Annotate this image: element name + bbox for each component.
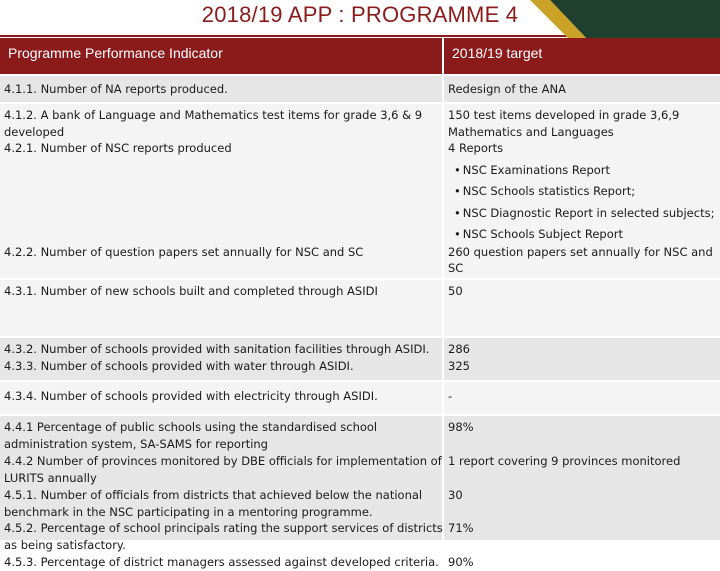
target-text — [448, 470, 716, 487]
indicator-text: 4.5.2. Percentage of school principals rating the support services of districts — [4, 521, 443, 536]
indicator-text: 4.5.3. Percentage of district managers assessed against developed criteria. — [4, 555, 439, 570]
indicator-text: 4.3.3. Number of schools provided with water through ASIDI. — [4, 358, 354, 373]
corner-decoration — [530, 0, 720, 40]
indicator-text: 4.1.2. A bank of Language and Mathematics test items for grade 3,6 & 9 — [4, 108, 423, 122]
indicator-text: 4.5.1. Number of officials from districts that achieved below the national — [4, 487, 423, 502]
indicator-text: 4.2.1. Number of NSC reports produced — [4, 141, 232, 155]
target-text: 325 — [448, 358, 470, 373]
target-text: 1 report covering 9 provinces monitored — [448, 453, 681, 468]
header-indicator: Programme Performance Indicator — [0, 38, 442, 74]
table-row — [0, 338, 720, 382]
indicator-text: 4.3.4. Number of schools provided with electricity through ASIDI. — [4, 389, 378, 403]
target-text: 71% — [448, 521, 474, 536]
indicator-text: 4.2.2. Number of question papers set annually for NSC and SC — [4, 245, 364, 259]
indicator-text: LURITS annually — [4, 470, 97, 485]
report-bullet: • NSC Diagnostic Report in selected subjects; — [448, 205, 716, 222]
target-text: 286 — [448, 342, 470, 356]
target-text: SC — [448, 261, 464, 275]
indicator-text: benchmark in the NSC participating in a mentoring programme. — [4, 504, 373, 519]
indicator-text: 4.4.1 Percentage of public schools using the standardised school — [4, 420, 378, 434]
slide-title: 2018/19 APP : PROGRAMME 4 — [201, 2, 519, 27]
indicator-text: 4.3.2. Number of schools provided with sanitation facilities through ASIDI. — [4, 342, 430, 356]
target-text: Redesign of the ANA — [448, 82, 566, 96]
target-text: 98% — [448, 420, 474, 434]
indicator-text: administration system, SA-SAMS for reporting — [4, 436, 268, 451]
target-text: - — [448, 389, 453, 403]
target-text: Mathematics and Languages — [448, 124, 614, 139]
report-bullet: • NSC Examinations Report — [448, 162, 716, 179]
target-text: 30 — [448, 487, 463, 502]
table-row — [0, 76, 720, 104]
indicator-text: 4.1.1. Number of NA reports produced. — [4, 82, 228, 96]
target-text: 150 test items developed in grade 3,6,9 — [448, 108, 680, 122]
table-row — [0, 104, 720, 280]
table-row — [0, 416, 720, 570]
target-text: 4 Reports — [448, 141, 504, 155]
title-underline — [0, 35, 580, 37]
table-header — [0, 38, 720, 76]
target-text: 50 — [448, 284, 463, 298]
target-text — [448, 436, 716, 453]
target-text: 90% — [448, 555, 474, 570]
target-text — [448, 537, 716, 554]
indicator-text: developed — [4, 124, 65, 139]
header-target: 2018/19 target — [444, 38, 720, 74]
indicator-text: 4.3.1. Number of new schools built and completed through ASIDI — [4, 284, 378, 298]
table-row — [0, 280, 720, 338]
target-text — [448, 504, 716, 521]
target-text: 260 question papers set annually for NSC and — [448, 245, 713, 259]
table-row — [0, 382, 720, 416]
report-bullet: • NSC Schools statistics Report; — [448, 183, 716, 200]
report-bullet: • NSC Schools Subject Report — [448, 226, 716, 243]
indicator-text: 4.4.2 Number of provinces monitored by DBE officials for implementation of — [4, 453, 442, 468]
indicator-text: as being satisfactory. — [4, 538, 126, 553]
